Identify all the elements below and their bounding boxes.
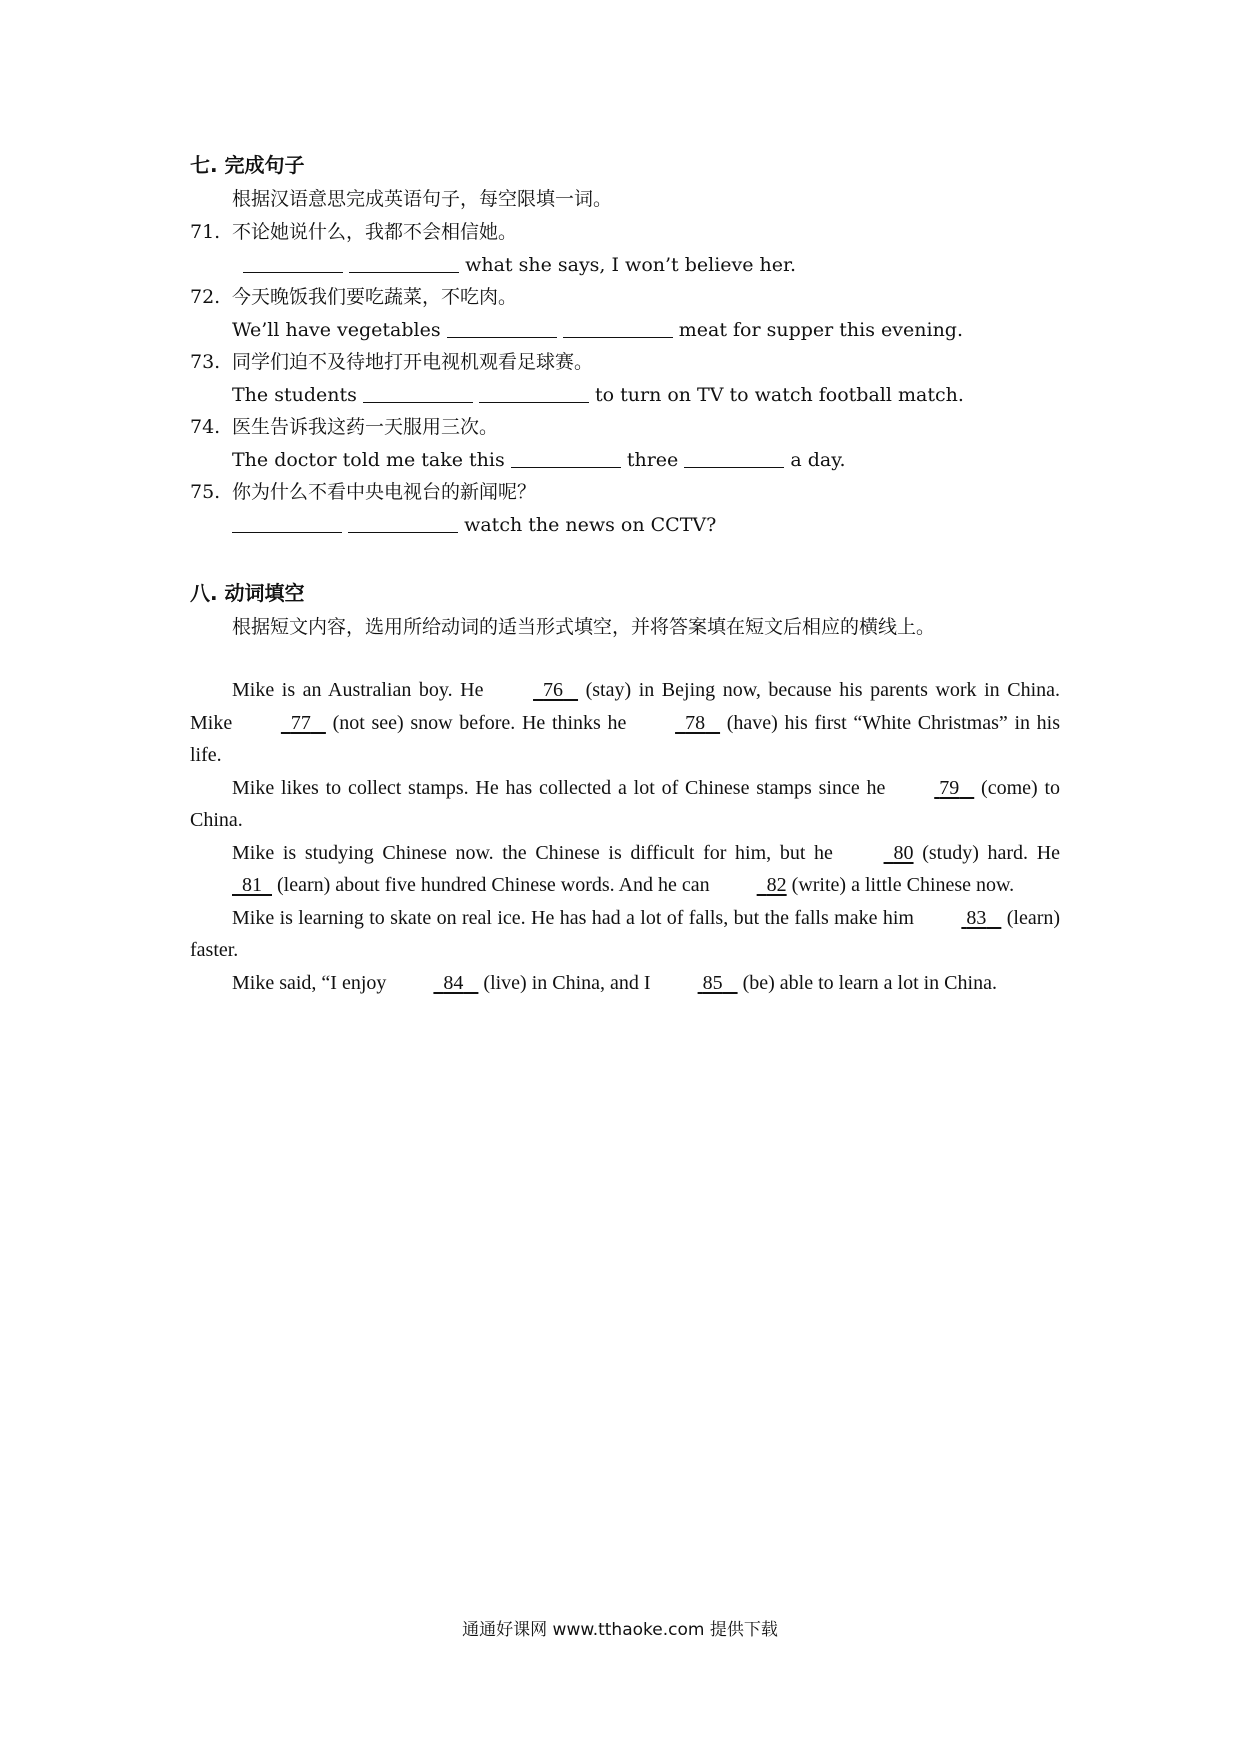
question-73-chinese: 同学们迫不及待地打开电视机观看足球赛。 bbox=[232, 351, 594, 373]
answer-blank: 76 bbox=[543, 679, 564, 701]
question-72-chinese: 今天晚饭我们要吃蔬菜，不吃肉。 bbox=[232, 286, 518, 308]
section-7-instruction: 根据汉语意思完成英语句子，每空限填一词。 bbox=[232, 188, 613, 210]
answer-blank bbox=[349, 252, 459, 273]
section-8-instruction: 根据短文内容，选用所给动词的适当形式填空，并将答案填在短文后相应的横线上。 bbox=[232, 616, 936, 638]
answer-blank bbox=[479, 382, 589, 403]
answer-blank: 85 bbox=[702, 971, 723, 994]
question-72-number: 72. bbox=[190, 286, 221, 308]
question-71-english: what she says, I won’t believe her. bbox=[243, 252, 796, 278]
answer-blank: 79 bbox=[939, 776, 960, 799]
question-74-chinese: 医生告诉我这药一天服用三次。 bbox=[232, 416, 499, 438]
passage-paragraph: Mike is studying Chinese now. the Chinese is difficult for him, but he 80 (study) hard. He 81 (learn) about five hundred Chinese words. And he can 82 (write) a little Chinese now. bbox=[190, 837, 1060, 902]
answer-blank: 77 bbox=[290, 711, 311, 734]
answer-blank bbox=[348, 512, 458, 533]
answer-blank: 78 bbox=[685, 711, 706, 734]
question-75-number: 75. bbox=[190, 481, 221, 503]
answer-blank: 84 bbox=[443, 971, 464, 994]
question-73-number: 73. bbox=[190, 351, 221, 373]
answer-blank: 82 bbox=[766, 874, 787, 896]
answer-blank: 83 bbox=[966, 906, 987, 929]
question-75-english: watch the news on CCTV? bbox=[232, 512, 716, 538]
answer-blank bbox=[511, 447, 621, 468]
passage-paragraph: Mike is an Australian boy. He 76 (stay) in Bejing now, because his parents work in China. Mike 77 (not see) snow before. He thinks he 78 (have) his first “White Christmas” in his life. bbox=[190, 674, 1060, 772]
question-71-chinese: 不论她说什么，我都不会相信她。 bbox=[232, 221, 518, 243]
question-72-english: We’ll have vegetables meat for supper this evening. bbox=[232, 319, 964, 341]
answer-blank: 81 bbox=[242, 874, 262, 896]
question-74-english: The doctor told me take this three a day. bbox=[232, 449, 846, 471]
answer-blank bbox=[243, 252, 343, 273]
answer-blank bbox=[447, 317, 557, 338]
question-74-number: 74. bbox=[190, 416, 221, 438]
question-73-english: The students to turn on TV to watch football match. bbox=[232, 384, 964, 406]
answer-blank bbox=[563, 317, 673, 338]
question-75-chinese: 你为什么不看中央电视台的新闻呢？ bbox=[232, 481, 537, 503]
passage-paragraph: Mike likes to collect stamps. He has collected a lot of Chinese stamps since he 79 (come) to China. bbox=[190, 772, 1060, 837]
question-71-number: 71. bbox=[190, 221, 221, 243]
answer-blank bbox=[684, 447, 784, 468]
answer-blank: 80 bbox=[893, 841, 914, 864]
section-7-title: 七. 完成句子 bbox=[190, 153, 305, 177]
passage bbox=[190, 674, 1060, 999]
section-8-title: 八. 动词填空 bbox=[190, 581, 305, 605]
passage-paragraph: Mike said, “I enjoy 84 (live) in China, and I 85 (be) able to learn a lot in China. bbox=[190, 967, 1060, 1000]
page-footer: 通通好课网 www.tthaoke.com 提供下载 bbox=[462, 1620, 778, 1640]
passage-paragraph: Mike is learning to skate on real ice. He has had a lot of falls, but the falls make him 83 (learn) faster. bbox=[190, 902, 1060, 967]
answer-blank bbox=[363, 382, 473, 403]
answer-blank bbox=[232, 512, 342, 533]
